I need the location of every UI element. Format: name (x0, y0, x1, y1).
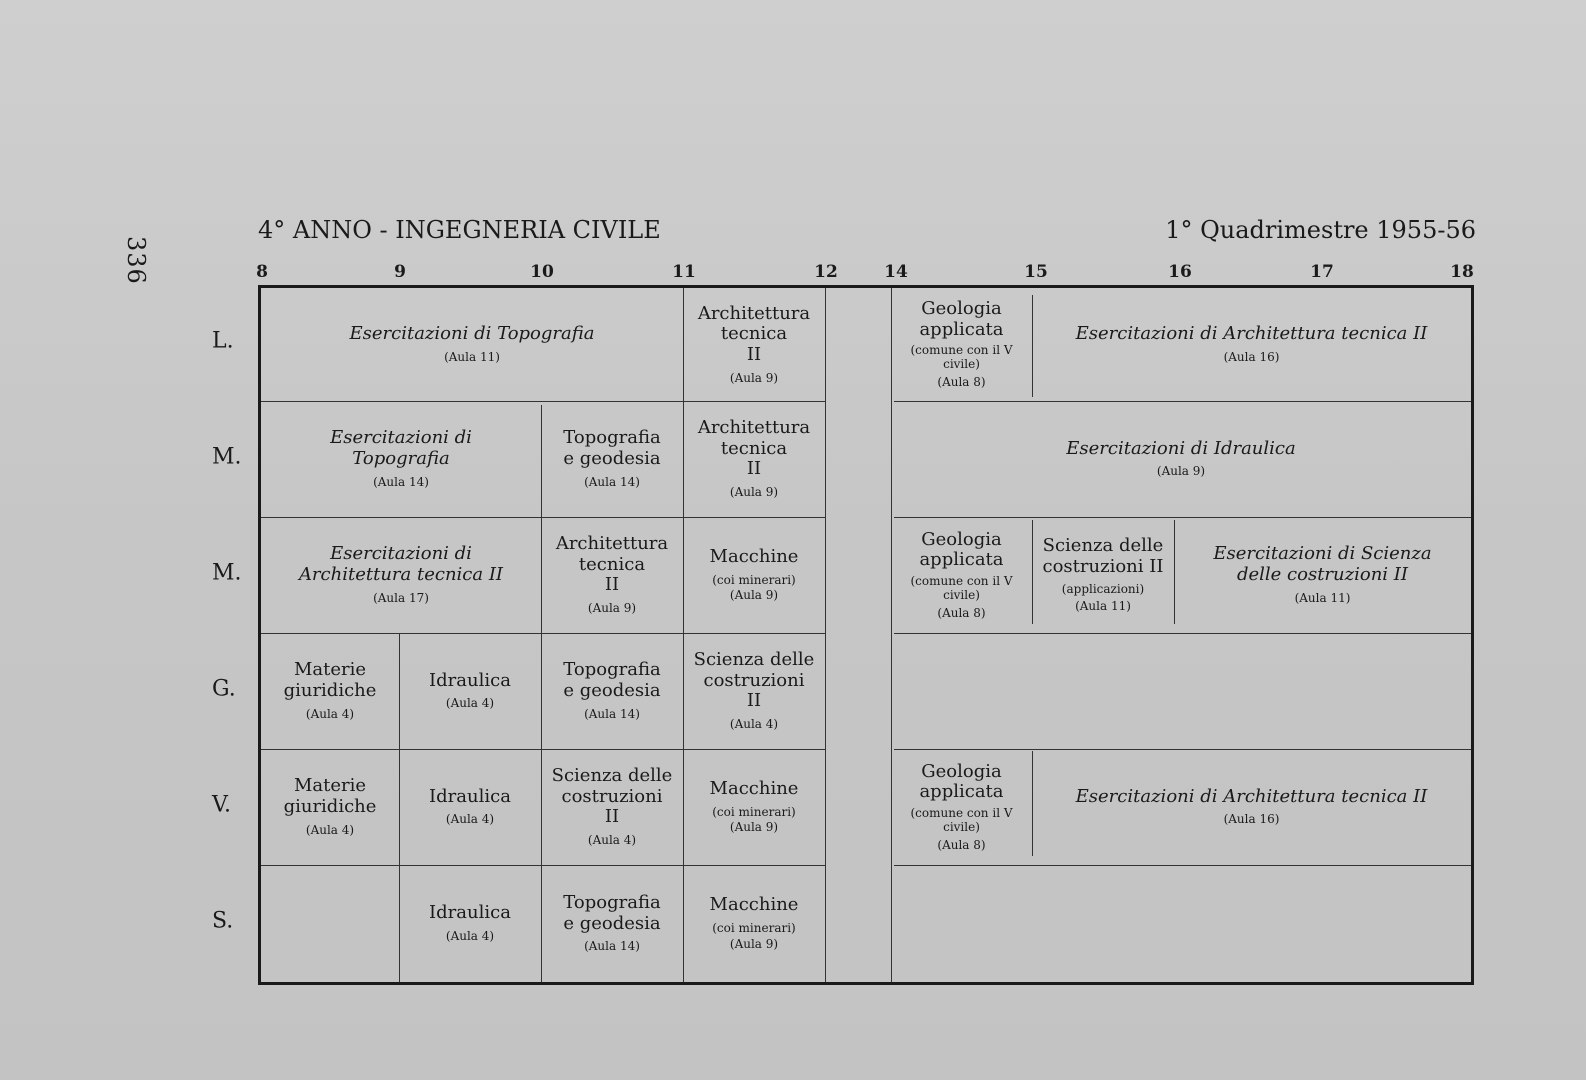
course-name: Topografia (352, 448, 450, 470)
room-label: (Aula 9) (1156, 464, 1206, 479)
room-label: (Aula 8) (937, 375, 986, 390)
grid-line (825, 288, 826, 982)
note-label: (comune con il V civile) (910, 805, 1013, 834)
course-name: Esercitazioni di (330, 427, 472, 449)
course-name: Idraulica (429, 669, 511, 691)
course-name: Esercitazioni di (330, 543, 472, 565)
day-label: G. (212, 676, 236, 702)
page-number: 336 (122, 236, 150, 285)
schedule-cell (891, 517, 1032, 633)
course-name: applicata (919, 549, 1004, 571)
room-label: (Aula 14) (584, 939, 640, 954)
schedule-cell (683, 749, 825, 865)
hour-label: 12 (814, 262, 838, 282)
schedule-cell (891, 288, 1032, 401)
room-label: (Aula 11) (444, 349, 500, 364)
schedule-cell (1174, 517, 1471, 633)
room-label: (Aula 17) (373, 590, 429, 605)
grid-border (258, 982, 1474, 985)
day-label: M. (212, 560, 242, 586)
course-name: costruzioni (703, 669, 805, 691)
room-label: (Aula 4) (729, 717, 779, 732)
course-name: Esercitazioni di Topografia (349, 323, 595, 345)
schedule-cell (891, 749, 1032, 865)
note-label: (comune con il V civile) (910, 573, 1013, 602)
grid-line (894, 865, 1471, 866)
course-name: costruzioni (561, 785, 663, 807)
schedule-cell (261, 288, 683, 401)
hour-label: 17 (1310, 262, 1334, 282)
schedule-cell (891, 401, 1471, 517)
room-label: (Aula 11) (1075, 599, 1131, 614)
note-label: (coi minerari) (712, 804, 796, 819)
course-name: II (746, 458, 762, 480)
note-label: (applicazioni) (1061, 582, 1145, 597)
day-label: L. (212, 328, 234, 354)
hour-label: 18 (1450, 262, 1474, 282)
period-label: 1° Quadrimestre 1955-56 (1165, 216, 1476, 244)
course-name: Esercitazioni di Architettura tecnica II (1075, 323, 1428, 345)
schedule-cell (683, 288, 825, 401)
course-name: II (746, 343, 762, 365)
room-label: (Aula 14) (373, 474, 429, 489)
course-name: tecnica (578, 553, 646, 575)
course-name: Scienza delle (551, 765, 673, 787)
room-label: (Aula 11) (1294, 590, 1351, 605)
course-name: Esercitazioni di Idraulica (1066, 437, 1296, 459)
schedule-cell (261, 401, 541, 517)
course-name: Idraulica (429, 902, 511, 924)
room-label: (Aula 4) (445, 812, 495, 827)
course-name: Topografia (563, 659, 661, 681)
page-title: 4° ANNO - INGEGNERIA CIVILE (258, 216, 661, 244)
course-name: Scienza delle (1042, 535, 1164, 557)
course-name: e geodesia (563, 448, 661, 470)
note-label: (coi minerari) (712, 921, 796, 936)
room-label: (Aula 4) (587, 833, 637, 848)
course-name: Architettura (697, 417, 811, 439)
room-label: (Aula 16) (1223, 812, 1280, 827)
day-label: M. (212, 444, 242, 470)
room-label: (Aula 9) (587, 601, 637, 616)
room-label: (Aula 9) (729, 588, 779, 603)
schedule-cell (261, 517, 541, 633)
course-name: Macchine (709, 894, 799, 916)
room-label: (Aula 4) (445, 696, 495, 711)
schedule-cell (541, 865, 683, 982)
course-name: costruzioni II (1042, 555, 1164, 577)
schedule-cell (683, 401, 825, 517)
schedule-cell (683, 517, 825, 633)
schedule-cell (1032, 517, 1174, 633)
hour-label: 8 (256, 262, 268, 282)
room-label: (Aula 9) (729, 370, 779, 385)
course-name: Scienza delle (693, 649, 815, 671)
course-name: Idraulica (429, 785, 511, 807)
course-name: applicata (919, 318, 1004, 340)
room-label: (Aula 9) (729, 485, 779, 500)
course-name: Architettura (555, 533, 669, 555)
grid-border (1471, 285, 1474, 985)
grid-line (894, 633, 1471, 634)
hour-label: 16 (1168, 262, 1192, 282)
course-name: Esercitazioni di Architettura tecnica II (1075, 785, 1428, 807)
course-name: giuridiche (283, 796, 377, 818)
room-label: (Aula 9) (729, 936, 779, 951)
note-label: (comune con il V civile) (910, 343, 1013, 372)
course-name: giuridiche (283, 680, 377, 702)
day-label: S. (212, 908, 234, 934)
schedule-cell (1032, 288, 1471, 401)
hour-label: 9 (394, 262, 406, 282)
room-label: (Aula 8) (937, 605, 986, 620)
course-name: applicata (919, 781, 1004, 803)
course-name: Architettura (697, 302, 811, 324)
room-label: (Aula 4) (305, 822, 355, 837)
hour-label: 14 (884, 262, 908, 282)
room-label: (Aula 9) (729, 820, 779, 835)
hour-label: 11 (672, 262, 696, 282)
schedule-cell (541, 401, 683, 517)
course-name: Geologia (921, 760, 1002, 782)
course-name: delle costruzioni II (1236, 564, 1409, 586)
schedule-cell (541, 517, 683, 633)
schedule-cell (261, 749, 399, 865)
schedule-cell (399, 865, 541, 982)
course-name: Geologia (921, 298, 1002, 320)
course-name: tecnica (720, 437, 788, 459)
course-name: tecnica (720, 323, 788, 345)
course-name: Topografia (563, 427, 661, 449)
hour-label: 10 (530, 262, 554, 282)
course-name: Topografia (563, 891, 661, 913)
note-label: (coi minerari) (712, 572, 796, 587)
course-name: Geologia (921, 528, 1002, 550)
course-name: e geodesia (563, 912, 661, 934)
schedule-cell (399, 633, 541, 749)
course-name: II (604, 806, 620, 828)
schedule-cell (541, 749, 683, 865)
hour-label: 15 (1024, 262, 1048, 282)
room-label: (Aula 4) (305, 706, 355, 721)
course-name: Macchine (709, 545, 799, 567)
course-name: Materie (293, 659, 367, 681)
schedule-cell (1032, 749, 1471, 865)
room-label: (Aula 8) (937, 837, 986, 852)
room-label: (Aula 4) (445, 928, 495, 943)
schedule-cell (683, 865, 825, 982)
schedule-cell (683, 633, 825, 749)
course-name: e geodesia (563, 680, 661, 702)
course-name: II (746, 690, 762, 712)
room-label: (Aula 14) (584, 474, 640, 489)
course-name: II (604, 574, 620, 596)
course-name: Materie (293, 775, 367, 797)
room-label: (Aula 16) (1223, 349, 1280, 364)
course-name: Macchine (709, 777, 799, 799)
schedule-cell (541, 633, 683, 749)
timetable-grid (258, 285, 1474, 985)
day-label: V. (212, 792, 232, 818)
schedule-cell (261, 633, 399, 749)
room-label: (Aula 14) (584, 706, 640, 721)
course-name: Esercitazioni di Scienza (1213, 543, 1432, 565)
course-name: Architettura tecnica II (298, 564, 504, 586)
schedule-cell (399, 749, 541, 865)
